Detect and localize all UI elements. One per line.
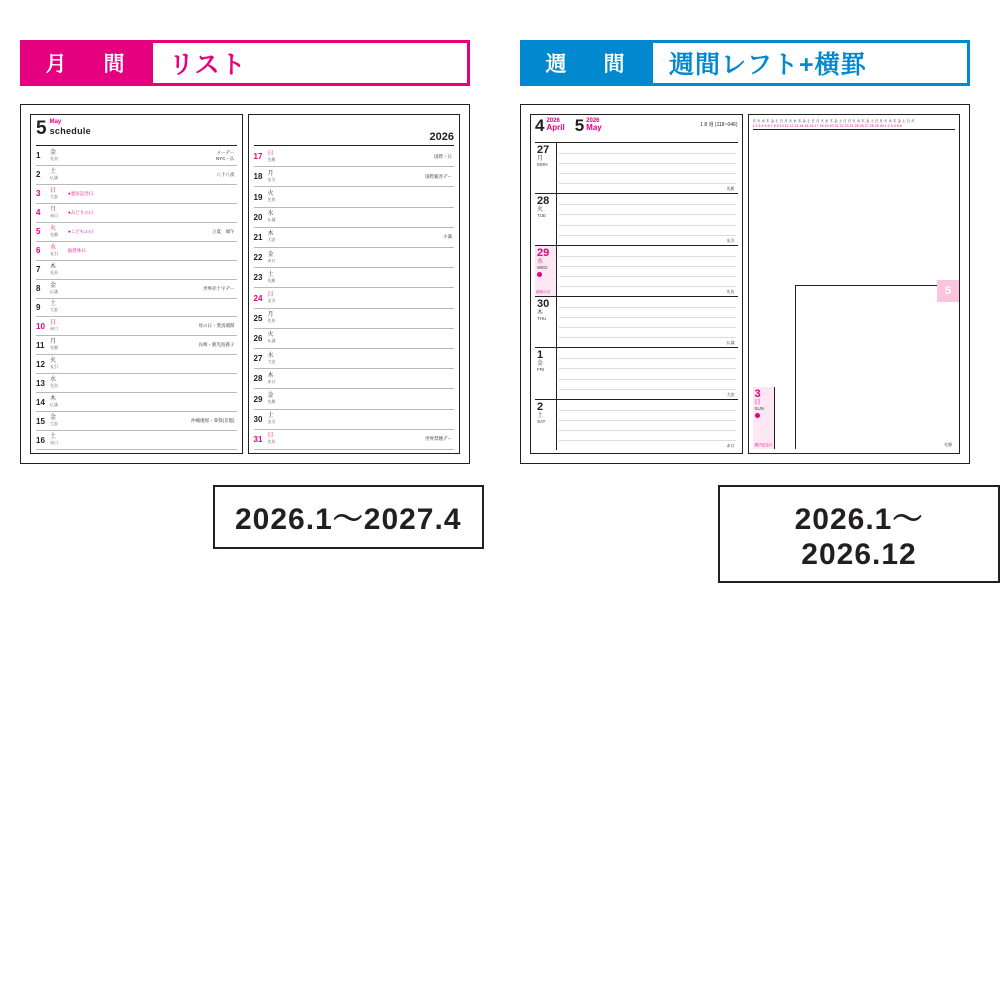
- weekly-date-cell: 2 土 SAT: [535, 400, 557, 450]
- monthly-year-label: 2026: [429, 131, 454, 143]
- monthly-day-row[interactable]: [36, 166, 237, 185]
- monthly-day-row[interactable]: [36, 147, 237, 166]
- weekly-ruled-lines[interactable]: [557, 246, 738, 296]
- day-weekday: 木 赤口: [267, 372, 276, 384]
- rule-line: [559, 389, 736, 390]
- weekly-day-row[interactable]: [535, 246, 738, 297]
- monthly-day-row[interactable]: [36, 412, 237, 431]
- weekly-week-number: 1 8 週 (118~046): [700, 122, 738, 128]
- rule-line: [559, 256, 736, 257]
- monthly-right-day-list: [254, 147, 455, 450]
- day-weekday: 土 仏滅: [50, 168, 58, 180]
- rule-line: [559, 440, 736, 441]
- monthly-day-row[interactable]: [36, 261, 237, 280]
- day-weekday: 火 友引: [50, 358, 58, 370]
- monthly-day-row[interactable]: [36, 336, 237, 355]
- day-number: 28: [253, 374, 263, 384]
- weekly-sunday-number: 3: [754, 388, 761, 400]
- day-weekday: 日 大安: [50, 187, 58, 199]
- monthly-day-row[interactable]: [36, 374, 237, 393]
- day-holiday-note: 振替休日: [68, 247, 86, 253]
- monthly-left-day-list: [36, 147, 237, 450]
- day-weekday: 木 仏滅: [50, 396, 58, 408]
- day-number: 9: [36, 302, 41, 312]
- rule-line: [559, 163, 736, 164]
- day-number: 31: [253, 434, 263, 444]
- weekly-date-cell: 27 月 MON: [535, 143, 557, 193]
- monthly-day-row[interactable]: [254, 288, 455, 308]
- day-event-note: 国際・日: [434, 153, 452, 159]
- day-weekday: 木 大安: [267, 231, 276, 243]
- weekly-rokuyo-label: 先負: [726, 288, 735, 294]
- weekly-sunday-rokuyo: 先勝: [944, 442, 952, 447]
- day-number: 27: [253, 354, 263, 364]
- day-weekday: 金 大安: [50, 415, 58, 427]
- day-weekday: 日 友引: [267, 292, 276, 304]
- weekly-header-tabs: [520, 40, 970, 86]
- day-holiday-note: ●憲法記念日: [68, 190, 94, 196]
- monthly-spread-preview: [20, 104, 470, 464]
- weekly-sunday-row: [753, 387, 956, 449]
- weekly-month-april: [535, 118, 565, 134]
- monthly-day-row[interactable]: [36, 355, 237, 374]
- rule-line: [559, 358, 736, 359]
- day-weekday: 月 赤口: [50, 206, 58, 218]
- rule-line: [559, 368, 736, 369]
- monthly-day-row[interactable]: [36, 317, 237, 336]
- weekly-day-row[interactable]: [535, 348, 738, 399]
- day-weekday: 土 友引: [267, 413, 276, 425]
- mini-calendar-row: 月 火 水 木 金 土 日 月 火 水 木 金 土 日 月 火 水 木 金 土 日 月 火 水 木 金 土 日 月 火 水 木 金 土 日 月: [752, 119, 915, 123]
- day-event-note: 長崎・鹿児島鹿子: [198, 342, 235, 348]
- day-number: 30: [253, 414, 263, 424]
- weekly-spread-preview: [520, 104, 970, 464]
- weekly-right-page: [748, 114, 961, 454]
- weekly-day-rows: [535, 143, 738, 450]
- day-event-note: メーデー NYC・仏: [215, 149, 235, 161]
- day-holiday-note: ●みどりの日: [68, 209, 94, 215]
- weekly-sunday-kanji: 日: [754, 400, 761, 406]
- day-weekday: 月 先勝: [50, 339, 58, 351]
- weekly-month2-year: 2026: [586, 118, 600, 124]
- weekly-ruled-lines[interactable]: [557, 348, 738, 398]
- monthly-day-row[interactable]: [36, 242, 237, 261]
- rule-line: [559, 420, 736, 421]
- day-number: 29: [253, 394, 263, 404]
- rule-line: [559, 337, 736, 338]
- weekly-month2-number: 5: [574, 116, 585, 135]
- day-weekday: 金 先負: [50, 149, 58, 161]
- day-weekday: 日 先負: [267, 433, 276, 445]
- day-weekday: 火 先負: [267, 191, 276, 202]
- day-number: 26: [253, 333, 263, 343]
- day-number: 12: [36, 359, 45, 369]
- day-event-note: 母の日・愛鳥週間: [198, 323, 235, 329]
- weekly-month1-year: 2026: [546, 118, 560, 124]
- day-number: 22: [253, 253, 263, 263]
- day-number: 23: [253, 273, 263, 283]
- monthly-month-number: 5: [36, 118, 47, 139]
- rule-line: [559, 235, 736, 236]
- monthly-day-row[interactable]: [36, 393, 237, 412]
- monthly-schedule-label: schedule: [49, 126, 91, 136]
- rule-line: [559, 430, 736, 431]
- monthly-day-row[interactable]: [36, 204, 237, 223]
- day-weekday: 金 仏滅: [50, 282, 58, 294]
- day-event-note: 小満: [443, 234, 452, 240]
- day-weekday: 木 先負: [50, 263, 58, 275]
- weekly-month1-english: April: [546, 123, 565, 132]
- rule-line: [559, 317, 736, 318]
- day-number: 4: [36, 208, 41, 218]
- monthly-day-row[interactable]: [254, 309, 455, 329]
- weekly-left-page: [530, 114, 743, 454]
- day-weekday: 月 先負: [267, 312, 276, 324]
- weekly-sunday-date: [753, 387, 775, 449]
- day-number: 13: [36, 378, 45, 388]
- monthly-left-page: [30, 114, 243, 454]
- monthly-right-header: [254, 119, 455, 146]
- weekly-sunday-english: SUN: [754, 406, 765, 411]
- weekly-holiday-note: 昭和の日: [536, 289, 551, 294]
- monthly-day-row[interactable]: [254, 228, 455, 248]
- rule-line: [559, 307, 736, 308]
- monthly-day-row[interactable]: [254, 410, 455, 430]
- mini-calendar-row: 1 2 3 4 5 6 7 8 9 10 11 12 13 14 15 16 17 18 19 20 21 22 23 24 25 26 27 28 29 30 1 2 3 4 5 6: [752, 123, 902, 128]
- monthly-day-row[interactable]: [254, 369, 455, 389]
- weekly-month1-number: 4: [535, 116, 545, 135]
- day-weekday: 水 友引: [50, 244, 58, 256]
- day-weekday: 月 友引: [267, 170, 276, 182]
- day-holiday-note: ●こどもの日: [68, 228, 94, 234]
- monthly-month-english: May: [49, 119, 62, 125]
- day-number: 19: [253, 192, 263, 202]
- moon-phase-icon: [537, 272, 542, 277]
- weekly-ruled-lines[interactable]: [557, 400, 738, 450]
- monthly-tab-left-label: 月 間: [20, 40, 150, 86]
- day-weekday: 土 先勝: [267, 271, 276, 283]
- monthly-day-row[interactable]: [254, 389, 455, 409]
- weekly-ruled-lines[interactable]: [557, 297, 738, 347]
- weekly-tab-left-label: 週 間: [520, 40, 650, 86]
- day-number: 3: [36, 189, 41, 199]
- monthly-day-row[interactable]: [36, 299, 237, 318]
- day-number: 25: [253, 313, 263, 323]
- weekly-tab-right-label: 週間レフト+横罫: [650, 40, 970, 86]
- monthly-day-row[interactable]: [36, 223, 237, 242]
- day-number: 5: [36, 227, 41, 237]
- day-number: 24: [253, 293, 263, 303]
- weekly-day-row[interactable]: [535, 143, 738, 194]
- day-number: 18: [253, 172, 263, 182]
- rule-line: [559, 173, 736, 174]
- day-event-note: 国際親善デー: [425, 173, 452, 179]
- weekly-day-row[interactable]: [535, 194, 738, 245]
- weekly-period-box: 2026.1〜2026.12: [718, 485, 1000, 583]
- day-number: 1: [36, 151, 41, 161]
- weekly-panel: [520, 40, 970, 464]
- moon-phase-icon: [755, 413, 760, 418]
- monthly-right-page: [248, 114, 461, 454]
- day-number: 20: [253, 212, 263, 222]
- weekly-rokuyo-label: 仏滅: [726, 340, 735, 346]
- rule-line: [559, 153, 736, 154]
- rule-line: [559, 204, 736, 205]
- monthly-day-row[interactable]: [254, 248, 455, 268]
- day-weekday: 日 先勝: [267, 150, 276, 162]
- day-number: 16: [36, 435, 45, 445]
- weekly-rokuyo-label: 大安: [726, 391, 735, 397]
- weekly-date-cell: 29 水 WED: [535, 246, 557, 296]
- day-event-note: 沖縄復帰・葵祭(京都): [191, 418, 235, 424]
- weekly-month2-english: May: [586, 123, 602, 132]
- day-weekday: 日 赤口: [50, 320, 58, 332]
- rule-line: [559, 225, 736, 226]
- rule-line: [559, 183, 736, 184]
- monthly-day-row[interactable]: [254, 329, 455, 349]
- weekly-month-header: [535, 118, 738, 143]
- weekly-month-may: [575, 118, 602, 134]
- weekly-rokuyo-label: 先勝: [726, 186, 735, 192]
- day-number: 15: [36, 416, 45, 426]
- weekly-date-cell: 30 木 THU: [535, 297, 557, 347]
- monthly-day-row[interactable]: [36, 185, 237, 204]
- monthly-day-row[interactable]: [254, 430, 455, 450]
- weekly-rokuyo-label: 友引: [726, 237, 735, 243]
- weekly-day-row[interactable]: [535, 400, 738, 450]
- weekly-sunday-holiday: 憲法記念日: [754, 443, 773, 447]
- monthly-day-row[interactable]: [254, 167, 455, 187]
- rule-line: [559, 276, 736, 277]
- rule-line: [559, 286, 736, 287]
- day-number: 7: [36, 265, 41, 275]
- monthly-day-row[interactable]: [254, 349, 455, 369]
- monthly-day-row[interactable]: [36, 431, 237, 450]
- rule-line: [559, 379, 736, 380]
- day-number: 2: [36, 170, 41, 180]
- weekly-date-cell: 1 金 FRI: [535, 348, 557, 398]
- monthly-day-row[interactable]: [254, 147, 455, 167]
- day-number: 10: [36, 321, 45, 331]
- weekly-rokuyo-label: 赤口: [726, 442, 735, 448]
- day-number: 14: [36, 397, 45, 407]
- rule-line: [559, 214, 736, 215]
- day-weekday: 金 赤口: [267, 251, 276, 263]
- monthly-period-box: 2026.1〜2027.4: [213, 485, 484, 549]
- weekly-ruled-lines[interactable]: [557, 143, 738, 193]
- monthly-day-row[interactable]: [36, 280, 237, 299]
- weekly-mini-calendar: [753, 118, 956, 130]
- day-number: 17: [253, 152, 263, 162]
- monthly-panel: [20, 40, 470, 464]
- rule-line: [559, 410, 736, 411]
- day-number: 6: [36, 246, 41, 256]
- monthly-day-row[interactable]: [254, 268, 455, 288]
- monthly-day-row[interactable]: [254, 187, 455, 207]
- monthly-tab-right-label: リスト: [150, 40, 470, 86]
- weekly-date-cell: 28 火 TUE: [535, 194, 557, 244]
- weekly-ruled-lines[interactable]: [557, 194, 738, 244]
- day-weekday: 水 大安: [267, 352, 276, 364]
- day-weekday: 火 先勝: [50, 225, 58, 237]
- monthly-day-row[interactable]: [254, 208, 455, 228]
- day-event-note: 立夏 端午: [212, 228, 235, 234]
- day-weekday: 水 仏滅: [267, 211, 276, 223]
- day-weekday: 土 赤口: [50, 434, 58, 446]
- monthly-header-tabs: [20, 40, 470, 86]
- day-number: 8: [36, 284, 41, 294]
- monthly-month-header: [36, 119, 237, 146]
- day-weekday: 水 先負: [50, 377, 58, 389]
- rule-line: [559, 327, 736, 328]
- day-number: 21: [253, 232, 263, 242]
- day-event-note: 世界禁煙デー: [425, 436, 452, 442]
- day-number: 11: [36, 340, 45, 350]
- day-weekday: 金 先勝: [267, 393, 276, 405]
- day-event-note: 世界赤十字デー: [203, 285, 235, 291]
- weekly-month-thumb-index[interactable]: 5: [937, 280, 959, 302]
- day-weekday: 火 仏滅: [267, 332, 276, 344]
- day-event-note: 八十八夜: [216, 171, 235, 177]
- weekly-sunday-lines: [775, 387, 956, 449]
- rule-line: [559, 266, 736, 267]
- day-weekday: 土 大安: [50, 301, 58, 313]
- weekly-day-row[interactable]: [535, 297, 738, 348]
